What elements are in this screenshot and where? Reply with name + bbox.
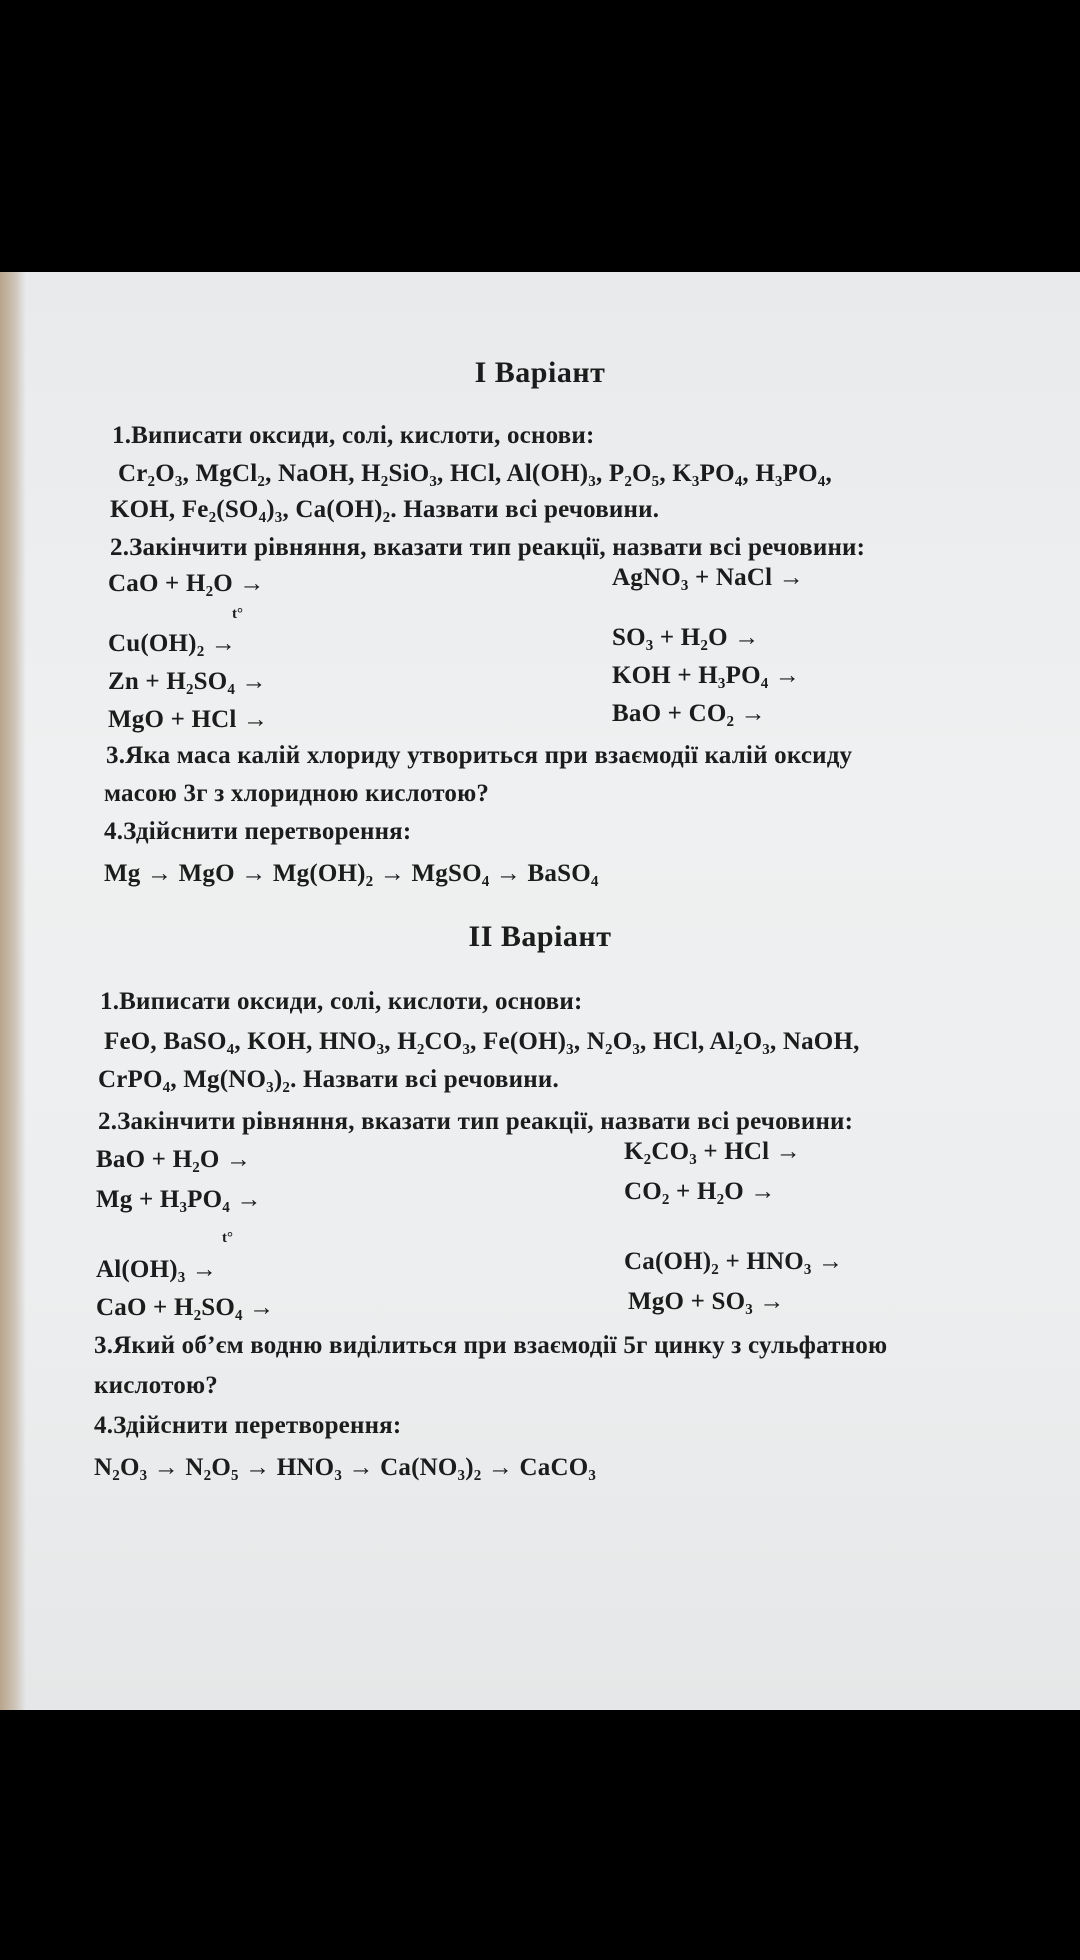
variant1-task1-formulas-line1: Cr₂O₃, MgCl₂, NaOH, H₂SiO₃, HCl, Al(OH)₃, P₂O₅, K₃PO₄, H₃PO₄, (118, 460, 832, 487)
variant1-reaction-right-1: AgNO₃ + NaCl → (612, 564, 804, 591)
variant1-task3-line1: 3.Яка маса калій хлориду утвориться при взаємодії калій оксиду (106, 742, 853, 769)
worksheet (0, 272, 1080, 1710)
variant2-task1-heading: 1.Виписати оксиди, солі, кислоти, основи: (100, 988, 583, 1015)
variant2-task1-formulas-line2: CrPO₄, Mg(NO₃)₂. Назвати всі речовини. (98, 1066, 559, 1093)
variant1-reaction-left-1: CaO + H₂O → (108, 570, 265, 597)
variant1-task1-heading: 1.Виписати оксиди, солі, кислоти, основи: (112, 422, 595, 449)
variant1-reaction-right-3: KOH + H₃PO₄ → (612, 662, 801, 689)
variant2-reaction-right-1: K₂CO₃ + HCl → (624, 1138, 801, 1165)
variant1-heat-condition: t° (232, 606, 243, 622)
variant2-reaction-left-1: BaO + H₂O → (96, 1146, 252, 1173)
variant1-title: I Варіант (474, 356, 606, 389)
paper-sheet (0, 272, 1080, 1710)
variant1-reaction-left-2: Cu(OH)₂ → (108, 630, 237, 657)
variant1-reaction-right-2: SO₃ + H₂O → (612, 624, 760, 651)
variant1-reaction-left-4: MgO + HCl → (108, 706, 269, 733)
variant1-task4-heading: 4.Здійснити перетворення: (104, 818, 412, 845)
variant2-reaction-left-4: CaO + H₂SO₄ → (96, 1294, 275, 1321)
variant1-reaction-left-3: Zn + H₂SO₄ → (108, 668, 267, 695)
variant2-task4-chain: N₂O₃ → N₂O₅ → HNO₃ → Ca(NO₃)₂ → CaCO₃ (94, 1454, 597, 1481)
variant2-task3-line1: 3.Який об’єм водню виділиться при взаємодії 5г цинку з сульфатною (94, 1332, 888, 1359)
variant2-task1-formulas-line1: FeO, BaSO₄, KOH, HNO₃, H₂CO₃, Fe(OH)₃, N₂O₃, HCl, Al₂O₃, NaOH, (104, 1028, 860, 1055)
variant2-reaction-left-2: Mg + H₃PO₄ → (96, 1186, 262, 1213)
variant2-reaction-right-3: Ca(OH)₂ + HNO₃ → (624, 1248, 844, 1275)
variant2-task2-heading: 2.Закінчити рівняння, вказати тип реакції, назвати всі речовини: (98, 1108, 854, 1135)
variant1-task1-formulas-line2: KOH, Fe₂(SO₄)₃, Ca(OH)₂. Назвати всі речовини. (110, 496, 660, 523)
variant2-reaction-right-4: MgO + SO₃ → (628, 1288, 785, 1315)
variant1-reaction-right-4: BaO + CO₂ → (612, 700, 766, 727)
variant2-reaction-right-2: CO₂ + H₂O → (624, 1178, 776, 1205)
variant1-task3-line2: масою 3г з хлоридною кислотою? (104, 780, 490, 807)
variant2-title: II Варіант (468, 920, 612, 953)
variant2-heat-condition: t° (222, 1230, 233, 1246)
variant2-task4-heading: 4.Здійснити перетворення: (94, 1412, 402, 1439)
variant2-reaction-left-3: Al(OH)₃ → (96, 1256, 218, 1283)
variant2-task3-line2: кислотою? (94, 1372, 218, 1399)
variant1-task2-heading: 2.Закінчити рівняння, вказати тип реакції, назвати всі речовини: (110, 534, 866, 561)
variant1-task4-chain: Mg → MgO → Mg(OH)₂ → MgSO₄ → BaSO₄ (104, 860, 599, 887)
